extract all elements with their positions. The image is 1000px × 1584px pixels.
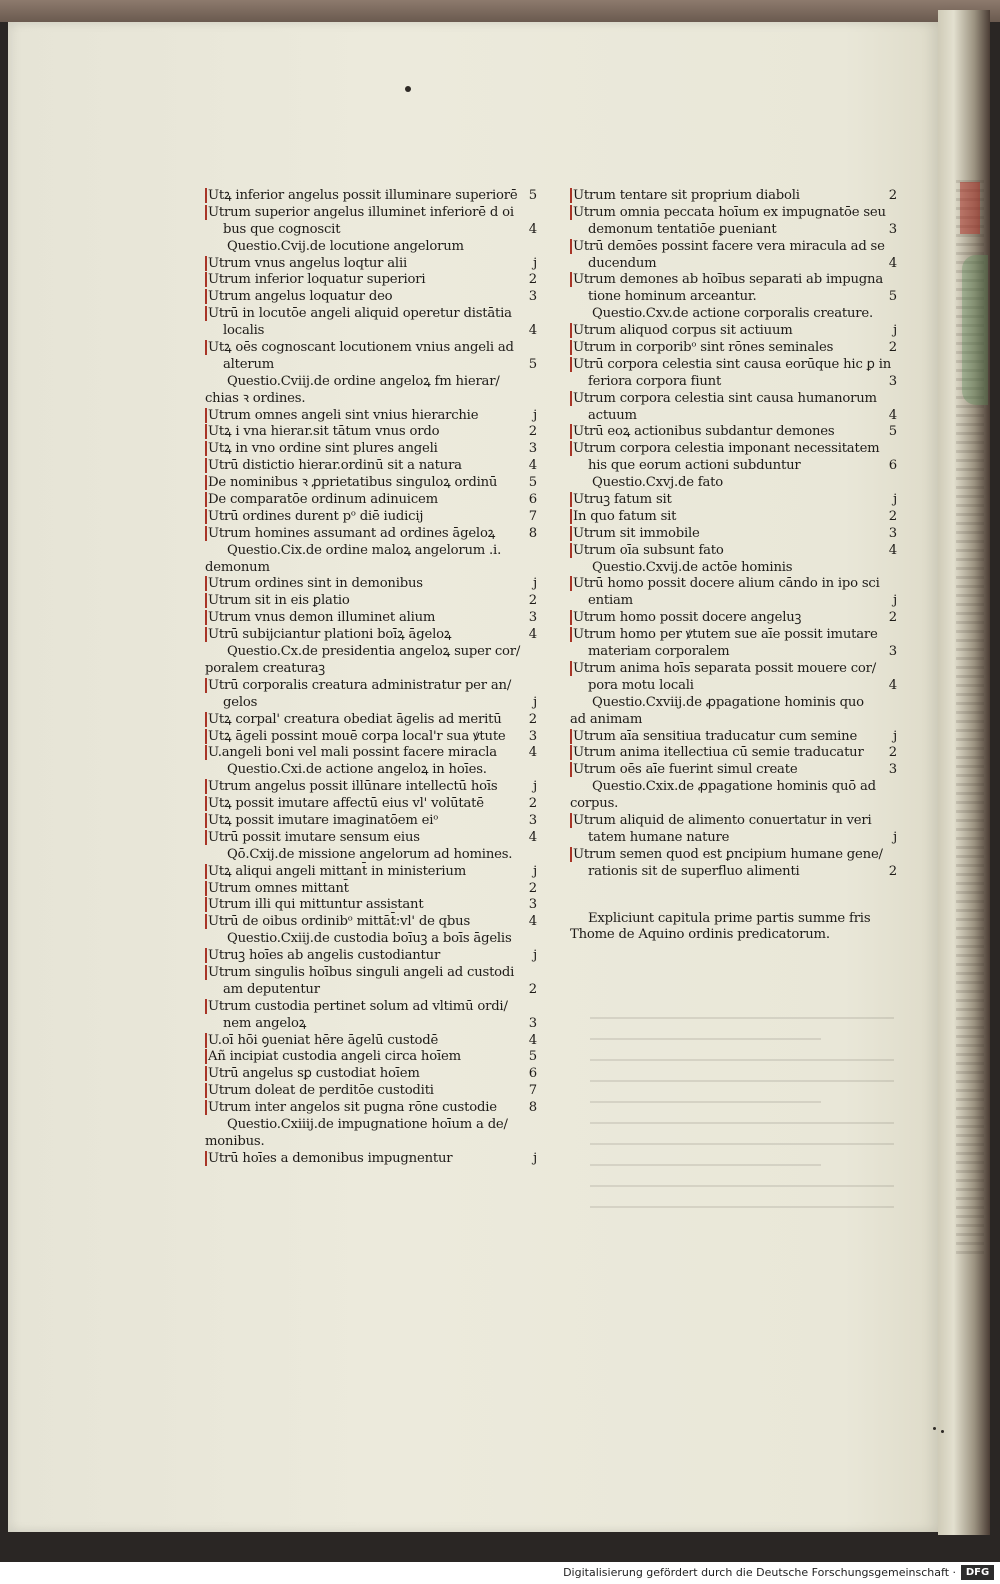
- chapter-line: [205, 560, 537, 577]
- chapter-line: [570, 661, 897, 678]
- question-heading: [570, 779, 897, 796]
- article-number: j: [893, 728, 897, 744]
- chapter-line: [570, 239, 897, 256]
- article-number: 7: [528, 1083, 537, 1099]
- chapter-text: gelos: [223, 694, 258, 710]
- chapter-line: [205, 779, 537, 796]
- chapter-text: Utrum angelus loquatur deo: [205, 289, 392, 304]
- article-number: 2: [528, 272, 537, 288]
- chapter-text: Questio.Cxiij.de custodia boīuꝫ a boīs āgelis: [227, 931, 512, 947]
- chapter-text: Utrū subijciantur plationi boīꝝ āgeloꝝ: [205, 627, 451, 642]
- chapter-text: Utrum homines assumant ad ordines āgeloꝝ: [205, 526, 495, 541]
- dfg-logo: DFG: [961, 1565, 994, 1580]
- chapter-text: Utrū homo possit docere alium cāndo in ipo sci: [570, 576, 880, 591]
- chapter-text: Utrū corpora celestia sint causa eorūque hic ꝑ in: [570, 357, 891, 372]
- question-heading: [570, 475, 897, 492]
- chapter-line: [205, 982, 537, 999]
- chapter-line: [570, 458, 897, 475]
- chapter-line: [570, 543, 897, 560]
- explicit-line: [570, 911, 897, 928]
- chapter-line: [570, 729, 897, 746]
- article-number: j: [533, 948, 537, 964]
- facing-page-red-mark: [960, 182, 980, 234]
- chapter-text: Questio.Cxvj.de fato: [592, 475, 723, 491]
- chapter-line: [205, 492, 537, 509]
- chapter-text: Questio.Cxviij.de ꝓpagatione hominis quo: [592, 694, 864, 710]
- chapter-line: [205, 526, 537, 543]
- chapter-line: [205, 576, 537, 593]
- page-speck: [941, 1430, 944, 1433]
- chapter-text: Añ incipiat custodia angeli circa hoīem: [205, 1049, 461, 1064]
- chapter-text: Utꝝ aliqui angeli mittant̄ in ministerium: [205, 864, 466, 879]
- chapter-text: Utrū de oibus ordinibᵒ mittāt̄:vl' de qbus: [205, 914, 470, 929]
- chapter-text: Questio.Cvij.de locutione angelorum: [227, 238, 464, 254]
- chapter-line: [205, 610, 537, 627]
- article-number: 2: [528, 711, 537, 727]
- chapter-text: Questio.Cxiiij.de impugnatione hoīum a de/: [227, 1116, 508, 1132]
- chapter-line: [570, 864, 897, 881]
- chapter-line: [570, 205, 897, 222]
- article-number: 4: [528, 627, 537, 643]
- chapter-text: Questio.Cxvij.de actōe hominis: [592, 559, 793, 575]
- chapter-line: [205, 678, 537, 695]
- chapter-text: De comparatōe ordinum adinuicem: [205, 492, 438, 507]
- chapter-text: Utrum inferior loquatur superiori: [205, 272, 425, 287]
- chapter-line: [205, 408, 537, 425]
- chapter-text: Utrum homo per ꝟtutem sue aīe possit imutare: [570, 627, 878, 642]
- chapter-text: entiam: [588, 593, 633, 609]
- article-number: 3: [528, 728, 537, 744]
- article-number: 6: [528, 492, 537, 508]
- chapter-text: ducendum: [588, 255, 657, 271]
- chapter-line: [205, 593, 537, 610]
- chapter-line: [205, 796, 537, 813]
- article-number: 8: [528, 1100, 537, 1116]
- article-number: j: [533, 576, 537, 592]
- chapter-line: [205, 712, 537, 729]
- chapter-line: [205, 458, 537, 475]
- chapter-text: Utꝝ oēs cognoscant locutionem vnius angeli ad: [205, 340, 514, 355]
- chapter-line: [570, 610, 897, 627]
- chapter-line: [205, 729, 537, 746]
- digitization-credit: Digitalisierung gefördert durch die Deutsche Forschungsgemeinschaft ·: [563, 1566, 956, 1579]
- chapter-line: [570, 391, 897, 408]
- chapter-line: [205, 745, 537, 762]
- chapter-text: Utrum tentare sit proprium diaboli: [570, 188, 800, 203]
- chapter-line: [205, 509, 537, 526]
- chapter-text: Utruꝫ fatum sit: [570, 492, 672, 507]
- question-heading: [205, 931, 537, 948]
- article-number: j: [533, 863, 537, 879]
- article-number: 3: [528, 812, 537, 828]
- chapter-line: [205, 475, 537, 492]
- question-heading: [205, 762, 537, 779]
- article-number: j: [893, 593, 897, 609]
- chapter-text: Utrū corporalis creatura administratur per an/: [205, 678, 511, 693]
- chapter-text: Questio.Cxi.de actione angeloꝝ in hoīes.: [227, 762, 487, 778]
- chapter-text: U.angeli boni vel mali possint facere miracla: [205, 745, 497, 760]
- article-number: 4: [888, 542, 897, 558]
- article-number: 2: [888, 610, 897, 626]
- article-number: 2: [528, 424, 537, 440]
- explicit-colophon: [570, 911, 897, 945]
- chapter-text: Utrū possit imutare sensum eius: [205, 830, 420, 845]
- chapter-line: [205, 424, 537, 441]
- article-number: 4: [528, 829, 537, 845]
- explicit-text: Expliciunt capitula prime partis summe fris: [588, 910, 871, 926]
- chapter-text: Utrū angelus sꝑ custodiat hoīem: [205, 1066, 420, 1081]
- article-number: 2: [888, 340, 897, 356]
- chapter-text: Utꝝ possit imutare affectū eius vl' volūtatē: [205, 796, 484, 811]
- chapter-text: Utrum omnes angeli sint vnius hierarchie: [205, 408, 478, 423]
- article-number: 3: [528, 441, 537, 457]
- article-number: 4: [528, 745, 537, 761]
- article-number: 3: [888, 221, 897, 237]
- chapter-line: [570, 256, 897, 273]
- chapter-line: [205, 813, 537, 830]
- chapter-line: [205, 881, 537, 898]
- chapter-line: [570, 762, 897, 779]
- right-text-column: [570, 188, 897, 944]
- chapter-text: rationis sit de superfluo alimenti: [588, 863, 800, 879]
- chapter-line: [570, 408, 897, 425]
- article-number: 3: [528, 289, 537, 305]
- chapter-line: [205, 1049, 537, 1066]
- article-number: 4: [528, 458, 537, 474]
- chapter-line: [205, 965, 537, 982]
- chapter-text: Questio.Cxv.de actione corporalis creature.: [592, 306, 873, 322]
- chapter-line: [205, 391, 537, 408]
- article-number: 5: [528, 475, 537, 491]
- article-number: j: [533, 694, 537, 710]
- article-number: 4: [528, 221, 537, 237]
- question-heading: [570, 695, 897, 712]
- article-number: j: [893, 323, 897, 339]
- chapter-text: Utrum corpora celestia sint causa humanorum: [570, 391, 877, 406]
- chapter-line: [205, 441, 537, 458]
- chapter-text: Questio.Cix.de ordine maloꝝ angelorum .i.: [227, 542, 502, 558]
- chapter-line: [205, 830, 537, 847]
- article-number: 2: [528, 981, 537, 997]
- chapter-text: De nominibus ꝛ ꝓprietatibus singuloꝝ ordinū: [205, 475, 497, 490]
- chapter-text: Utꝝ possit imutare imaginatōem eiᵒ: [205, 813, 438, 828]
- chapter-text: Utrum doleat de perditōe custoditi: [205, 1083, 434, 1098]
- chapter-line: [205, 1100, 537, 1117]
- article-number: 2: [888, 745, 897, 761]
- chapter-line: [205, 1134, 537, 1151]
- chapter-line: [205, 306, 537, 323]
- chapter-text: Utrum ordines sint in demonibus: [205, 576, 423, 591]
- chapter-text: bus que cognoscit: [223, 221, 341, 237]
- chapter-text: corpus.: [570, 796, 619, 812]
- page-speck: [933, 1427, 936, 1430]
- chapter-line: [570, 830, 897, 847]
- question-heading: [205, 543, 537, 560]
- article-number: 3: [888, 373, 897, 389]
- chapter-text: Utrum demones ab hoībus separati ab impugna: [570, 272, 883, 287]
- chapter-text: Utrum omnes mittant̄: [205, 881, 349, 896]
- chapter-line: [205, 1016, 537, 1033]
- chapter-text: Utruꝫ hoīes ab angelis custodiantur: [205, 948, 440, 963]
- chapter-line: [205, 627, 537, 644]
- article-number: 4: [888, 255, 897, 271]
- chapter-text: materiam corporalem: [588, 644, 730, 660]
- article-number: 2: [528, 880, 537, 896]
- chapter-line: [205, 1083, 537, 1100]
- chapter-text: Utꝝ inferior angelus possit illuminare superiorē: [205, 188, 517, 203]
- explicit-text: Thome de Aquino ordinis predicatorum.: [570, 927, 830, 943]
- chapter-line: [570, 492, 897, 509]
- article-number: 6: [888, 458, 897, 474]
- chapter-text: tione hominum arceantur.: [588, 289, 757, 305]
- article-number: j: [893, 829, 897, 845]
- question-heading: [570, 560, 897, 577]
- article-number: 3: [528, 1015, 537, 1031]
- chapter-line: [570, 289, 897, 306]
- chapter-text: Utrum aliquid de alimento conuertatur in veri: [570, 813, 872, 828]
- chapter-text: Utrum illi qui mittuntur assistant: [205, 897, 423, 912]
- article-number: 4: [528, 1032, 537, 1048]
- chapter-line: [205, 948, 537, 965]
- question-heading: [205, 1117, 537, 1134]
- article-number: 2: [888, 188, 897, 203]
- chapter-line: [570, 526, 897, 543]
- article-number: 5: [888, 289, 897, 305]
- chapter-text: Utrū ordines durent pᵒ diē iudicij: [205, 509, 423, 524]
- article-number: 4: [888, 677, 897, 693]
- article-number: 5: [528, 356, 537, 372]
- chapter-text: Utrum semen quod est ꝑncipium humane gene/: [570, 847, 883, 862]
- chapter-line: [205, 188, 537, 205]
- article-number: 4: [528, 914, 537, 930]
- question-heading: [205, 847, 537, 864]
- article-number: j: [533, 407, 537, 423]
- chapter-text: Utrum oīa subsunt fato: [570, 543, 724, 558]
- chapter-text: Utrū demōes possint facere vera miracula ad se: [570, 239, 885, 254]
- chapter-text: In quo fatum sit: [570, 509, 676, 524]
- chapter-text: his que eorum actioni subduntur: [588, 458, 801, 474]
- chapter-line: [205, 864, 537, 881]
- chapter-text: Utrū hoīes a demonibus impugnentur: [205, 1151, 452, 1166]
- chapter-text: Questio.Cx.de presidentia angeloꝝ super cor/: [227, 644, 521, 660]
- chapter-line: [205, 999, 537, 1016]
- chapter-text: Utrum anima itellectiua cū semie traducatur: [570, 745, 864, 760]
- chapter-line: [205, 205, 537, 222]
- article-number: 3: [528, 610, 537, 626]
- chapter-line: [205, 1033, 537, 1050]
- chapter-text: Utꝝ corpal' creatura obediat āgelis ad meritū: [205, 712, 502, 727]
- question-heading: [205, 239, 537, 256]
- question-heading: [570, 306, 897, 323]
- chapter-line: [205, 1066, 537, 1083]
- article-number: j: [533, 1150, 537, 1166]
- question-heading: [205, 644, 537, 661]
- question-heading: [205, 374, 537, 391]
- chapter-text: Utꝝ in vno ordine sint plures angeli: [205, 441, 438, 456]
- chapter-text: Utrum inter angelos sit pugna rōne custodie: [205, 1100, 497, 1115]
- chapter-text: feriora corpora fiunt: [588, 373, 722, 389]
- chapter-text: U.oī hōi ꝯueniat hēre āgelū custodē: [205, 1033, 438, 1048]
- article-number: 3: [888, 762, 897, 778]
- article-number: 4: [528, 323, 537, 339]
- chapter-line: [205, 1151, 537, 1168]
- chapter-line: [205, 256, 537, 273]
- chapter-line: [205, 897, 537, 914]
- chapter-line: [570, 847, 897, 864]
- facing-page-green-initial: [962, 255, 988, 405]
- chapter-line: [570, 340, 897, 357]
- chapter-text: Utrū distictio hierar.ordinū sit a natura: [205, 458, 462, 473]
- chapter-text: ad animam: [570, 711, 643, 727]
- chapter-text: Utrum vnus angelus loqtur alii: [205, 256, 407, 271]
- chapter-line: [570, 441, 897, 458]
- chapter-line: [205, 340, 537, 357]
- chapter-text: Utrū eoꝝ actionibus subdantur demones: [570, 424, 834, 439]
- article-number: j: [533, 779, 537, 795]
- chapter-text: localis: [223, 323, 265, 339]
- chapter-text: Utrum sit in eis ꝑlatio: [205, 593, 350, 608]
- chapter-text: Utrum oēs aīe fuerint simul create: [570, 762, 797, 777]
- chapter-text: Utꝝ i vna hierar.sit tātum vnus ordo: [205, 424, 439, 439]
- chapter-text: Utrum aīa sensitiua traducatur cum semine: [570, 729, 857, 744]
- chapter-text: chias ꝛ ordines.: [205, 390, 306, 406]
- article-number: 5: [528, 1049, 537, 1065]
- chapter-line: [570, 222, 897, 239]
- chapter-text: poralem creaturaꝫ: [205, 660, 325, 676]
- chapter-text: Utrum angelus possit illūnare intellectū hoīs: [205, 779, 497, 794]
- article-number: 2: [888, 508, 897, 524]
- chapter-text: Utrum superior angelus illuminet inferiorē d oi: [205, 205, 514, 220]
- chapter-text: Questio.Cviij.de ordine angeloꝝ fm hierar/: [227, 373, 500, 389]
- chapter-text: Utrum homo possit docere angeluꝫ: [570, 610, 801, 625]
- article-number: 5: [528, 188, 537, 203]
- chapter-text: Utrum in corporibᵒ sint rōnes seminales: [570, 340, 833, 355]
- chapter-text: Utrum custodia pertinet solum ad vltimū ordi/: [205, 999, 508, 1014]
- chapter-line: [570, 272, 897, 289]
- chapter-line: [570, 593, 897, 610]
- chapter-line: [570, 745, 897, 762]
- chapter-text: Utrum sit immobile: [570, 526, 700, 541]
- article-number: j: [533, 255, 537, 271]
- article-number: 7: [528, 508, 537, 524]
- chapter-text: actuum: [588, 407, 637, 423]
- chapter-line: [570, 323, 897, 340]
- chapter-text: Utrum singulis hoībus singuli angeli ad custodi: [205, 965, 514, 980]
- chapter-line: [570, 188, 897, 205]
- chapter-text: tatem humane nature: [588, 829, 730, 845]
- chapter-line: [570, 644, 897, 661]
- article-number: 3: [888, 644, 897, 660]
- article-number: 2: [528, 593, 537, 609]
- chapter-text: Utrum aliquod corpus sit actiuum: [570, 323, 793, 338]
- chapter-line: [570, 424, 897, 441]
- chapter-line: [570, 576, 897, 593]
- article-number: 2: [888, 863, 897, 879]
- article-number: 5: [888, 424, 897, 440]
- article-number: 6: [528, 1066, 537, 1082]
- chapter-line: [205, 914, 537, 931]
- chapter-text: Qō.Cxij.de missione angelorum ad homines.: [227, 846, 513, 862]
- chapter-text: am deputentur: [223, 981, 320, 997]
- chapter-text: pora motu locali: [588, 677, 694, 693]
- chapter-line: [205, 661, 537, 678]
- article-number: 2: [528, 796, 537, 812]
- article-number: j: [893, 492, 897, 508]
- chapter-line: [205, 222, 537, 239]
- background-top-edge: [0, 0, 1000, 22]
- chapter-line: [205, 695, 537, 712]
- chapter-text: Utrum vnus demon illuminet alium: [205, 610, 435, 625]
- chapter-line: [205, 323, 537, 340]
- chapter-line: [205, 272, 537, 289]
- chapter-text: Utrum corpora celestia imponant necessitatem: [570, 441, 879, 456]
- chapter-line: [570, 813, 897, 830]
- chapter-line: [570, 678, 897, 695]
- chapter-line: [570, 712, 897, 729]
- chapter-text: demonum: [205, 559, 270, 575]
- chapter-line: [570, 627, 897, 644]
- article-number: 3: [528, 897, 537, 913]
- chapter-text: demonum tentatiōe ꝑueniant: [588, 221, 777, 237]
- article-number: 3: [888, 525, 897, 541]
- chapter-text: Utrum omnia peccata hoīum ex impugnatōe seu: [570, 205, 886, 220]
- chapter-text: Utrum anima hoīs separata possit mouere cor/: [570, 661, 876, 676]
- chapter-line: [570, 796, 897, 813]
- chapter-line: [205, 289, 537, 306]
- chapter-text: Utꝝ āgeli possint mouē corpa local'r sua ꝟtute: [205, 729, 506, 744]
- chapter-text: monibus.: [205, 1133, 265, 1149]
- chapter-text: nem angeloꝝ: [223, 1015, 307, 1031]
- chapter-text: Questio.Cxix.de ꝓpagatione hominis quō ad: [592, 779, 876, 795]
- page-speck: [405, 86, 411, 92]
- chapter-line: [205, 357, 537, 374]
- show-through-text: [590, 1000, 920, 1220]
- left-text-column: [205, 188, 537, 1168]
- chapter-line: [570, 509, 897, 526]
- explicit-line: [570, 927, 897, 944]
- chapter-line: [570, 374, 897, 391]
- chapter-text: alterum: [223, 356, 275, 372]
- article-number: 8: [528, 525, 537, 541]
- chapter-text: Utrū in locutōe angeli aliquid operetur distātia: [205, 306, 512, 321]
- chapter-line: [570, 357, 897, 374]
- article-number: 4: [888, 407, 897, 423]
